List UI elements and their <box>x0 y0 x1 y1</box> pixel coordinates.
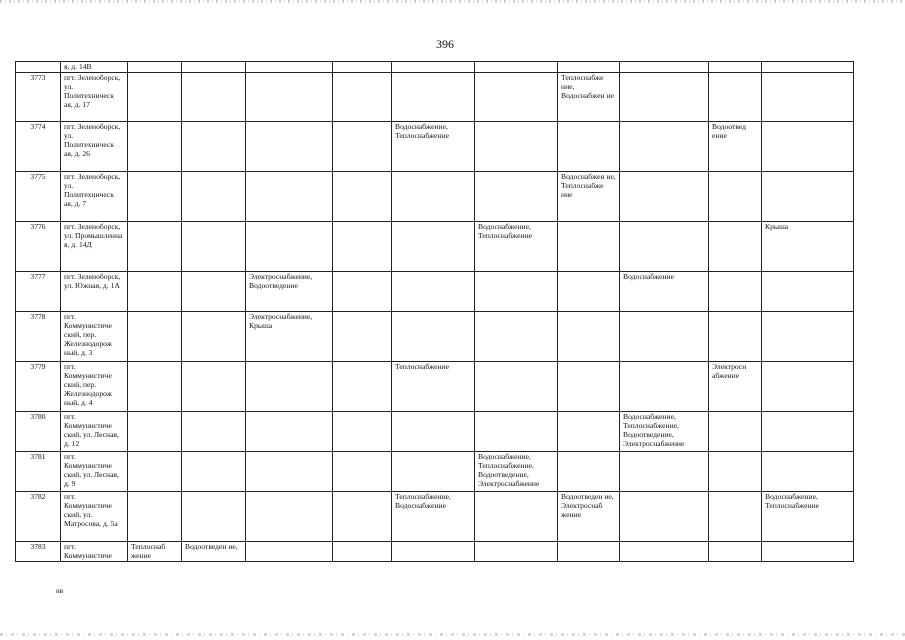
works-cell <box>246 121 333 171</box>
table-row <box>16 491 854 541</box>
works-cell <box>762 451 854 491</box>
works-cell <box>620 62 709 73</box>
works-cell <box>182 411 246 451</box>
works-cell <box>128 491 182 541</box>
works-cell: Электросн абжение <box>709 361 762 411</box>
works-cell <box>333 541 392 561</box>
address-cell: пгт. Зеленоборск, ул. Южная, д. 1А <box>61 271 128 311</box>
address-cell: пгт. Коммунистиче <box>61 541 128 561</box>
works-cell <box>762 311 854 361</box>
works-cell <box>246 62 333 73</box>
works-cell: Теплоснабжение, Водоснабжение <box>392 491 475 541</box>
works-cell <box>128 311 182 361</box>
address-cell: пгт. Зеленоборск, ул. Политехническ ая, д. 7 <box>61 171 128 221</box>
works-cell <box>620 171 709 221</box>
address-cell: пгт. Коммунистиче ский, пер. Железнодорож ный, д. 4 <box>61 361 128 411</box>
works-cell <box>709 411 762 451</box>
works-cell <box>620 221 709 271</box>
works-cell <box>620 541 709 561</box>
works-cell <box>709 541 762 561</box>
works-cell <box>558 411 620 451</box>
table-row <box>16 311 854 361</box>
scan-edge-bottom <box>0 633 905 636</box>
works-cell <box>182 361 246 411</box>
works-cell <box>128 361 182 411</box>
works-cell <box>558 451 620 491</box>
works-cell <box>475 541 558 561</box>
works-cell <box>475 491 558 541</box>
works-cell <box>182 62 246 73</box>
works-cell <box>392 72 475 121</box>
works-cell <box>128 221 182 271</box>
works-cell <box>333 361 392 411</box>
row-number-cell: 3777 <box>16 271 61 311</box>
works-cell <box>709 62 762 73</box>
row-number-cell: 3779 <box>16 361 61 411</box>
works-cell <box>128 411 182 451</box>
table-row <box>16 541 854 561</box>
works-cell <box>128 62 182 73</box>
works-cell <box>558 221 620 271</box>
works-cell <box>333 62 392 73</box>
row-number-cell: 3782 <box>16 491 61 541</box>
row-number-cell: 3780 <box>16 411 61 451</box>
table-row <box>16 72 854 121</box>
works-cell <box>128 451 182 491</box>
works-cell <box>709 271 762 311</box>
works-cell <box>182 311 246 361</box>
row-number-cell: 3783 <box>16 541 61 561</box>
works-cell <box>246 221 333 271</box>
table-row <box>16 171 854 221</box>
works-cell <box>246 541 333 561</box>
works-cell <box>620 451 709 491</box>
works-cell <box>709 221 762 271</box>
row-number-cell <box>16 62 61 73</box>
works-cell <box>182 221 246 271</box>
works-cell <box>762 72 854 121</box>
works-cell <box>128 121 182 171</box>
table-row <box>16 271 854 311</box>
table-row <box>16 221 854 271</box>
works-cell <box>246 72 333 121</box>
works-cell <box>333 221 392 271</box>
works-cell <box>475 311 558 361</box>
works-cell <box>182 271 246 311</box>
works-cell <box>709 491 762 541</box>
works-cell <box>333 271 392 311</box>
works-cell <box>246 451 333 491</box>
works-cell <box>558 361 620 411</box>
works-cell <box>128 171 182 221</box>
works-cell: Водоснабжение <box>620 271 709 311</box>
works-cell <box>762 411 854 451</box>
works-cell <box>182 171 246 221</box>
works-cell: Электроснабжение, Водоотведение <box>246 271 333 311</box>
page-number: 396 <box>436 37 454 51</box>
works-cell: Теплоснабжение <box>392 361 475 411</box>
works-cell <box>620 311 709 361</box>
works-cell <box>709 72 762 121</box>
works-cell: Теплоснабже ние, Водоснабжен ие <box>558 72 620 121</box>
works-cell: Водоснабжение, Теплоснабжение, Водоотведение, Электроснабжение <box>620 411 709 451</box>
works-cell <box>182 491 246 541</box>
works-cell: Водоотведен ие, <box>182 541 246 561</box>
works-cell: Водоснабжение, Теплоснабжение <box>475 221 558 271</box>
works-cell: Водоснабжение, Теплоснабжение, Водоотведение, Электроснабжение <box>475 451 558 491</box>
works-cell <box>475 271 558 311</box>
works-cell: Водоснабжен ие, Теплоснабже ние <box>558 171 620 221</box>
works-cell: Теплоснаб жение <box>128 541 182 561</box>
address-cell: пгт. Зеленоборск, ул. Политехническ ая, д. 26 <box>61 121 128 171</box>
address-cell: пгт. Коммунистиче ский, ул. Лесная, д. 9 <box>61 451 128 491</box>
works-cell <box>182 451 246 491</box>
row-number-cell: 3776 <box>16 221 61 271</box>
works-cell <box>333 451 392 491</box>
address-cell: пгт. Коммунистиче ский, пер. Железнодорож ный, д. 3 <box>61 311 128 361</box>
works-cell: Водоотведен ие, Электроснаб жение <box>558 491 620 541</box>
works-cell <box>333 72 392 121</box>
works-cell: Водоснабжение, Теплоснабжение <box>392 121 475 171</box>
works-cell: Электроснабжение, Крыша <box>246 311 333 361</box>
works-cell <box>709 451 762 491</box>
works-cell <box>246 411 333 451</box>
address-cell: пгт. Зеленоборск, ул. Политехническ ая, д. 17 <box>61 72 128 121</box>
works-cell <box>246 491 333 541</box>
works-cell <box>620 121 709 171</box>
table-row <box>16 411 854 451</box>
works-cell <box>392 171 475 221</box>
works-cell <box>709 311 762 361</box>
works-cell <box>620 491 709 541</box>
works-cell <box>558 541 620 561</box>
works-cell <box>392 311 475 361</box>
works-cell <box>392 62 475 73</box>
works-cell <box>246 361 333 411</box>
works-cell <box>475 72 558 121</box>
works-cell <box>620 361 709 411</box>
works-cell <box>392 271 475 311</box>
works-cell: Водоснабжение, Теплоснабжение <box>762 491 854 541</box>
works-cell <box>392 451 475 491</box>
works-cell <box>392 411 475 451</box>
works-cell: Крыша <box>762 221 854 271</box>
works-cell <box>392 221 475 271</box>
works-cell <box>475 411 558 451</box>
row-number-cell: 3774 <box>16 121 61 171</box>
works-cell <box>333 171 392 221</box>
works-cell <box>558 62 620 73</box>
works-cell <box>709 171 762 221</box>
table-row <box>16 451 854 491</box>
table-row <box>16 361 854 411</box>
works-cell <box>762 271 854 311</box>
works-cell <box>246 171 333 221</box>
works-cell: Водоотвед ение <box>709 121 762 171</box>
works-cell <box>182 72 246 121</box>
works-cell <box>392 541 475 561</box>
table-row <box>16 62 854 73</box>
row-number-cell: 3781 <box>16 451 61 491</box>
works-cell <box>620 72 709 121</box>
works-cell <box>128 271 182 311</box>
footer-mark: нв <box>56 587 64 595</box>
works-cell <box>333 491 392 541</box>
table-body <box>16 62 854 562</box>
works-cell <box>182 121 246 171</box>
works-cell <box>128 72 182 121</box>
address-cell: я, д. 14В <box>61 62 128 73</box>
works-cell <box>558 121 620 171</box>
row-number-cell: 3773 <box>16 72 61 121</box>
table-row <box>16 121 854 171</box>
registry-table-container <box>15 61 854 562</box>
works-cell <box>762 541 854 561</box>
repair-registry-table <box>15 61 854 562</box>
works-cell <box>558 311 620 361</box>
row-number-cell: 3775 <box>16 171 61 221</box>
works-cell <box>762 121 854 171</box>
works-cell <box>762 171 854 221</box>
address-cell: пгт. Коммунистиче ский, ул. Лесная, д. 12 <box>61 411 128 451</box>
scan-edge-top <box>0 0 905 3</box>
address-cell: пгт. Зеленоборск, ул. Промышленна я, д. 14Д <box>61 221 128 271</box>
row-number-cell: 3778 <box>16 311 61 361</box>
works-cell <box>475 171 558 221</box>
works-cell <box>475 361 558 411</box>
works-cell <box>762 62 854 73</box>
works-cell <box>762 361 854 411</box>
address-cell: пгт. Коммунистиче ский, ул. Матросова, д. 5а <box>61 491 128 541</box>
works-cell <box>558 271 620 311</box>
works-cell <box>333 121 392 171</box>
works-cell <box>333 311 392 361</box>
works-cell <box>475 121 558 171</box>
works-cell <box>475 62 558 73</box>
works-cell <box>333 411 392 451</box>
